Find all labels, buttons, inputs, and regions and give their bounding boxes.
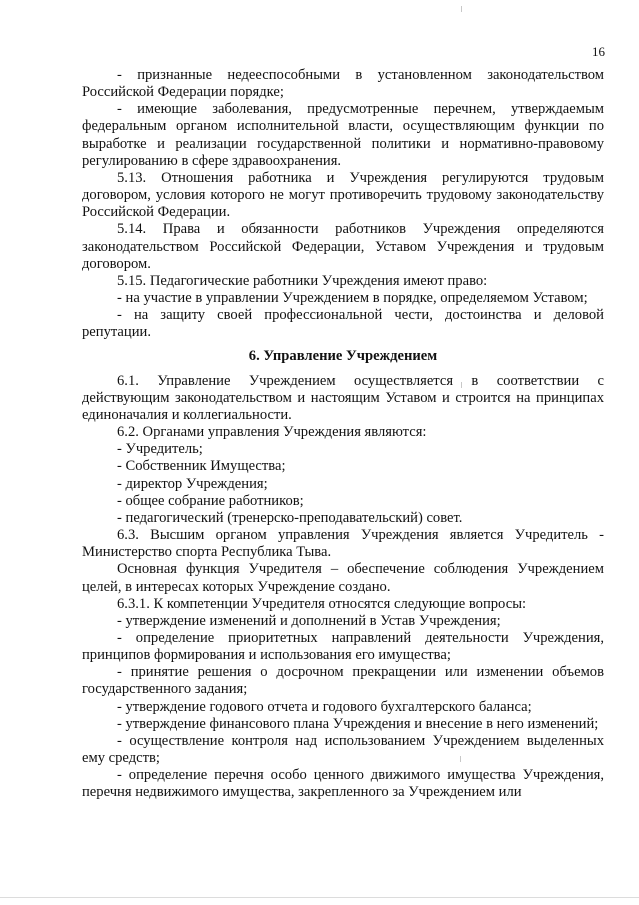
paragraph: - имеющие заболевания, предусмотренные перечнем, утверждаемым федеральным органом исполнительной власти, осуществляющим функции по выработке и реализации государственной политики и нормативно-правовому регулированию в сфере здравоохранения.: [82, 101, 604, 169]
list-item: - утверждение изменений и дополнений в Устав Учреждения;: [117, 612, 501, 629]
list-item: - принятие решения о досрочном прекращении или изменении объемов государственного задания;: [82, 664, 604, 698]
list-item: - педагогический (тренерско-преподавательский) совет.: [117, 509, 463, 526]
paragraph: 6.2. Органами управления Учреждения являются:: [117, 424, 427, 441]
paragraph: - признанные недееспособными в установленном законодательством Российской Федерации порядке;: [82, 67, 604, 101]
list-item: - Собственник Имущества;: [117, 458, 286, 475]
scan-speck: [461, 6, 462, 12]
paragraph: - на защиту своей профессиональной чести, достоинства и деловой репутации.: [82, 307, 604, 341]
list-item: - Учредитель;: [117, 441, 203, 458]
paragraph: 6.3. Высшим органом управления Учреждения является Учредитель - Министерство спорта Республика Тыва.: [82, 527, 604, 561]
list-item: - утверждение годового отчета и годового бухгалтерского баланса;: [117, 698, 532, 715]
list-item: - общее собрание работников;: [117, 492, 304, 509]
list-item: - директор Учреждения;: [117, 475, 268, 492]
list-item: - определение перечня особо ценного движимого имущества Учреждения, перечня недвижимого имущества, закрепленного за Учреждением или: [82, 767, 604, 801]
page-number: 16: [592, 44, 605, 59]
paragraph: 5.15. Педагогические работники Учреждения имеют право:: [117, 272, 488, 289]
paragraph: Основная функция Учредителя – обеспечение соблюдения Учреждением целей, в интересах которых Учреждение создано.: [82, 561, 604, 595]
list-item: - утверждение финансового плана Учреждения и внесение в него изменений;: [117, 715, 599, 732]
paragraph: - на участие в управлении Учреждением в порядке, определяемом Уставом;: [117, 290, 588, 307]
paragraph: 5.13. Отношения работника и Учреждения регулируются трудовым договором, условия которого не могут противоречить трудовому законодательству Российской Федерации.: [82, 169, 604, 221]
paragraph: 6.1. Управление Учреждением осуществляется в соответствии с действующим законодательством и настоящим Уставом и строится на принципах единоначалия и коллегиальности.: [82, 372, 604, 423]
paragraph: 6.3.1. К компетенции Учредителя относятся следующие вопросы:: [117, 595, 527, 612]
scan-edge-line: [0, 897, 639, 898]
document-body: [82, 67, 604, 802]
paragraph: 5.14. Права и обязанности работников Учреждения определяются законодательством Российской Федерации, Уставом Учреждения и трудовым договором.: [82, 221, 604, 272]
section-heading: 6. Управление Учреждением: [248, 347, 438, 364]
list-item: - осуществление контроля над использованием Учреждением выделенных ему средств;: [82, 732, 604, 767]
list-item: - определение приоритетных направлений деятельности Учреждения, принципов формирования и использования его имущества;: [82, 630, 604, 664]
